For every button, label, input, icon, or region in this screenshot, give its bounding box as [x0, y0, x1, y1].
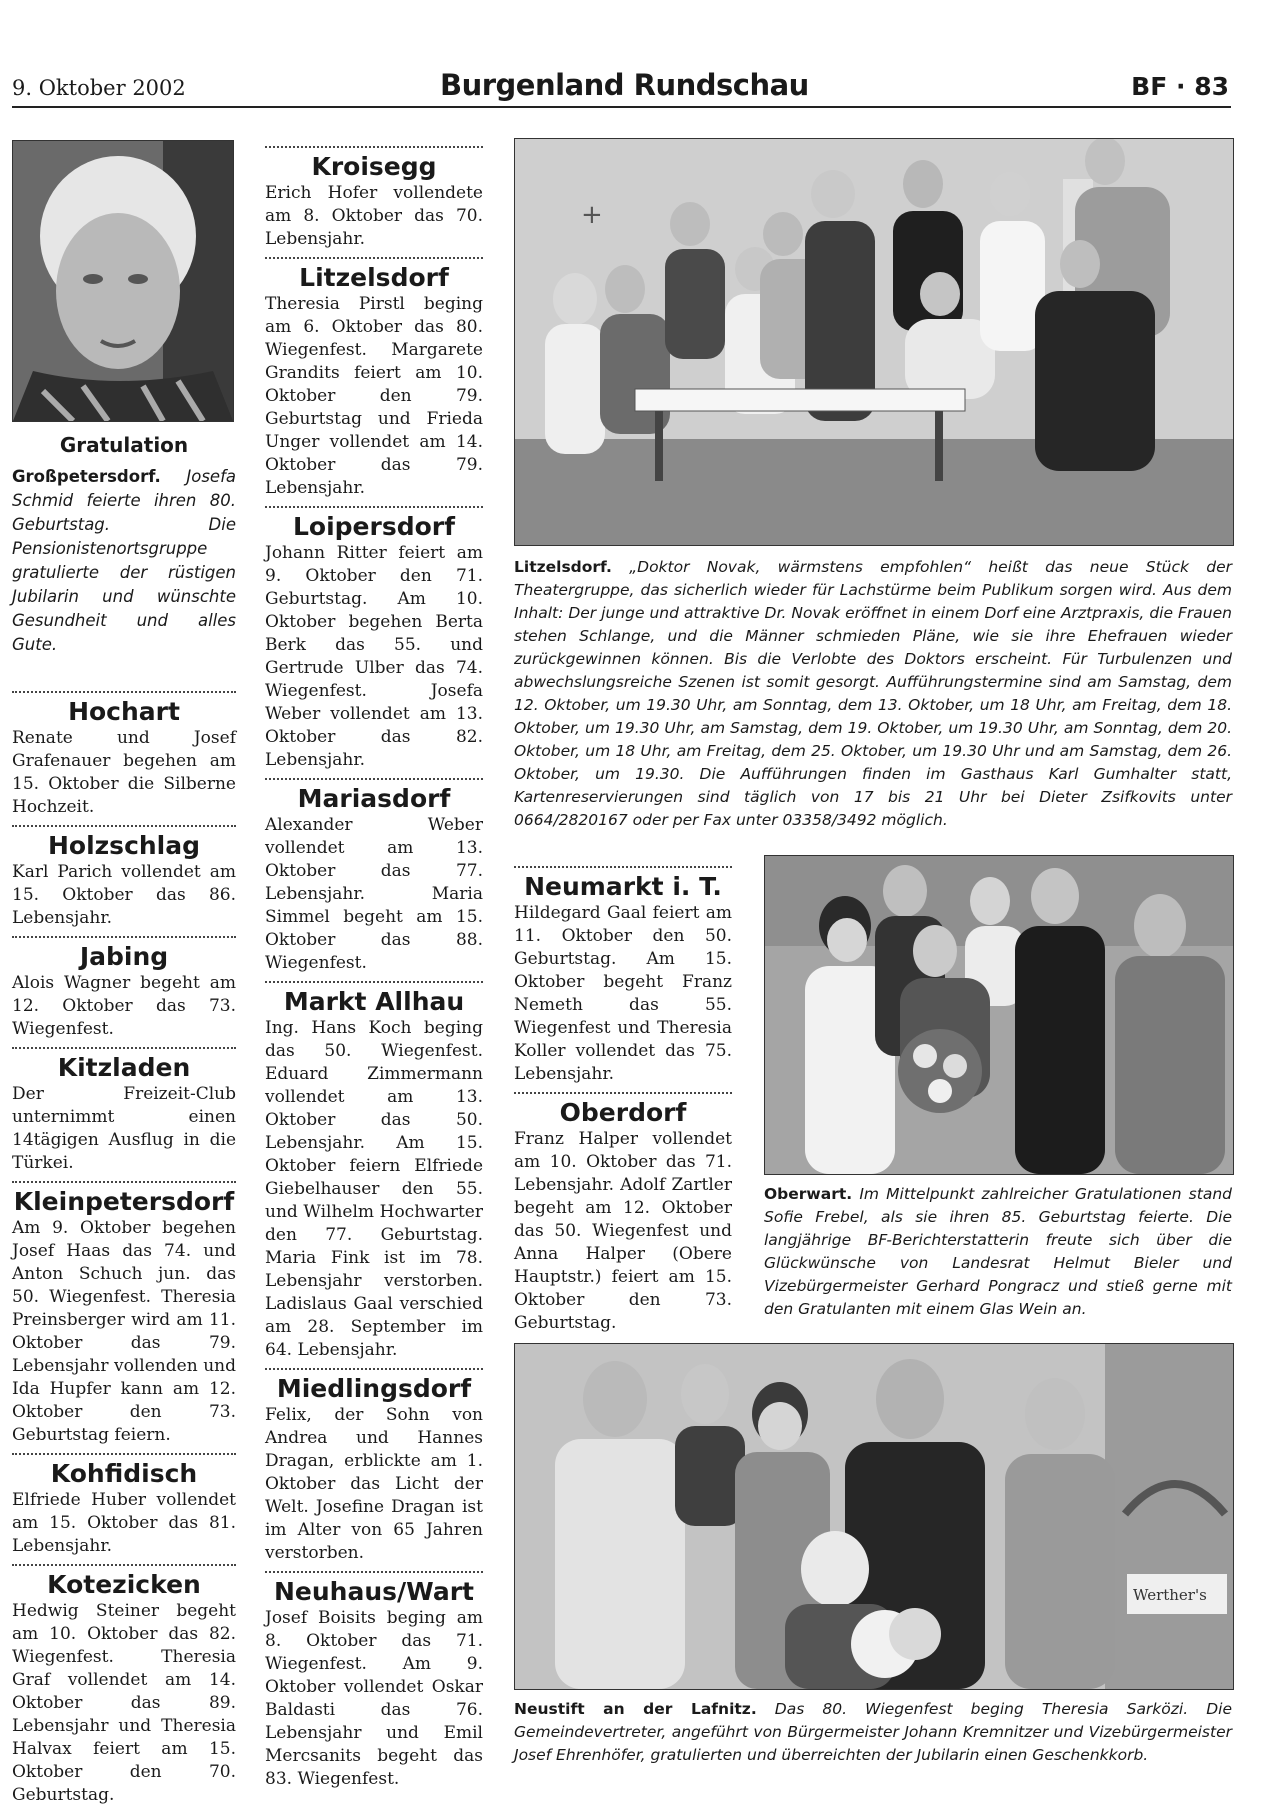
obituary-section [12, 936, 236, 1041]
obituary-section [265, 1368, 483, 1565]
litzelsdorf-caption-place: Litzelsdorf. [514, 558, 612, 576]
oberwart-caption-text: Im Mittelpunkt zahlreicher Gratulationen stand Sofie Frebel, als sie ihren 85. Geburtstag feierte. Die langjährige BF-Berichterstatterin freute sich über die Glückwünsche von Landesrat Helmut Bieler und Vizebürgermeister Gerhard Pongracz und stieß gerne mit den Gratulanten mit einem Glas Wein an. [764, 1185, 1232, 1318]
gratulation-caption [12, 465, 236, 657]
section-heading: Kitzladen [57, 1053, 191, 1082]
obituary-section [12, 825, 236, 930]
litzelsdorf-caption-text: „Doktor Novak, wärmstens empfohlen“ heißt das neue Stück der Theatergruppe, das sicherlich wieder für Lachstürme beim Publikum sorgen wird. Aus dem Inhalt: Der junge und attraktive Dr. Novak eröffnet in einem Dorf eine Arztpraxis, die Frauen stehen Schlange, und die Männer schmieden Pläne, wie sie ihre Ehefrauen wieder zurückgewinnen können. Bis die Verlobte des Doktors erscheint. Für Turbulenzen und abwechslungsreiche Szenen ist somit gesorgt. Aufführungstermine sind am Samstag, dem 12. Oktober, um 19.30 Uhr, am Sonntag, dem 13. Oktober, um 18 Uhr, am Freitag, dem 18. Oktober, um 19.30 Uhr, am Samstag, dem 19. Oktober, um 19.30 Uhr, am Sonntag, dem 20. Oktober, um 18 Uhr, am Freitag, dem 25. Oktober, um 19.30 Uhr und am Samstag, dem 26. Oktober, um 19.30. Die Aufführungen finden im Gasthaus Karl Gumhalter statt, Kartenreservierungen sind täglich von 17 bis 21 Uhr bei Dieter Zsifkovits unter 0664/2820167 oder per Fax unter 03358/3492 möglich. [514, 558, 1232, 829]
section-text: Elfriede Huber vollendet am 15. Oktober das 81. Lebensjahr. [12, 1490, 236, 1556]
section-heading: Kohfidisch [50, 1459, 198, 1488]
header-rule [12, 106, 1231, 108]
section-heading: Kleinpetersdorf [13, 1187, 235, 1216]
section-text: Erich Hofer vollendete am 8. Oktober das 70. Lebensjahr. [265, 183, 483, 249]
section-heading: Mariasdorf [297, 784, 451, 813]
section-heading: Loipersdorf [292, 512, 455, 541]
gratulation-place: Großpetersdorf. [12, 467, 161, 486]
column-2-sections [265, 146, 483, 1791]
dotted-divider [265, 146, 483, 148]
section-text: Renate und Josef Grafenauer begehen am 15. Oktober die Silberne Hochzeit. [12, 728, 236, 817]
theatre-group-photo [514, 138, 1234, 546]
section-text: Johann Ritter feiert am 9. Oktober den 71. Geburtstag. Am 10. Oktober begehen Berta Berk das 55. und Gertrude Ulber das 74. Wiegenfest. Josefa Weber vollendet am 13. Oktober das 82. Lebensjahr. [265, 543, 483, 770]
dotted-divider [265, 1368, 483, 1370]
neustift-caption-text: Das 80. Wiegenfest beging Theresia Sarközi. Die Gemeindevertreter, angeführt von Bürgermeister Johann Kremnitzer und Vizebürgermeister Josef Ehrenhöfer, gratulierten und überreichten der Jubilarin einen Geschenkkorb. [514, 1700, 1232, 1764]
section-text: Hildegard Gaal feiert am 11. Oktober den 50. Geburtstag. Am 15. Oktober begeht Franz Nemeth das 55. Wiegenfest und Theresia Koller vollendet das 75. Lebensjahr. [514, 903, 732, 1084]
obituary-section [514, 866, 732, 1086]
dotted-divider [265, 1571, 483, 1573]
obituary-section [12, 1181, 236, 1447]
column-2 [265, 140, 483, 1795]
neustift-birthday-photo [514, 1343, 1234, 1690]
dotted-divider [12, 1453, 236, 1455]
section-heading: Miedlingsdorf [276, 1374, 472, 1403]
newspaper-title: Burgenland Rundschau [440, 68, 809, 102]
obituary-section [265, 146, 483, 251]
neustift-caption-place: Neustift an der Lafnitz. [514, 1700, 757, 1718]
obituary-section [265, 981, 483, 1362]
dotted-divider [265, 506, 483, 508]
oberwart-photo-caption [764, 1183, 1232, 1321]
obituary-section [12, 1453, 236, 1558]
column-1-sections [12, 691, 236, 1807]
gratulation-text: Josefa Schmid feierte ihren 80. Geburtstag. Die Pensionistenortsgruppe gratulierte der rüstigen Jubilarin und wünschte Gesundheit und alles Gute. [12, 467, 236, 654]
section-text: Karl Parich vollendet am 15. Oktober das 86. Lebensjahr. [12, 862, 236, 928]
section-text: Ing. Hans Koch beging das 50. Wiegenfest. Eduard Zimmermann vollendet am 13. Oktober das 50. Lebensjahr. Am 15. Oktober feiern Elfriede Giebelhauser den 55. und Wilhelm Hochwarter den 77. Geburtstag. Maria Fink ist im 78. Lebensjahr verstorben. Ladislaus Gaal verschied am 28. September im 64. Lebensjahr. [265, 1018, 483, 1360]
issue-date: 9. Oktober 2002 [12, 76, 186, 100]
oberwart-caption-place: Oberwart. [764, 1185, 853, 1203]
dotted-divider [514, 866, 732, 868]
dotted-divider [12, 825, 236, 827]
dotted-divider [12, 1181, 236, 1183]
section-text: Alexander Weber vollendet am 13. Oktober das 77. Lebensjahr. Maria Simmel begeht am 15. Oktober das 88. Wiegenfest. [265, 815, 483, 973]
dotted-divider [12, 691, 236, 693]
section-text: Josef Boisits beging am 8. Oktober das 71. Wiegenfest. Am 9. Oktober vollendet Oskar Baldasti das 76. Lebensjahr und Emil Mercsanits begeht das 83. Wiegenfest. [265, 1608, 483, 1789]
dotted-divider [12, 1047, 236, 1049]
obituary-section [265, 506, 483, 772]
dotted-divider [265, 981, 483, 983]
obituary-section [265, 778, 483, 975]
section-text: Der Freizeit-Club unternimmt einen 14tägigen Ausflug in die Türkei. [12, 1084, 236, 1173]
dotted-divider [514, 1092, 732, 1094]
svg-text:+: + [581, 200, 603, 230]
section-text: Am 9. Oktober begehen Josef Haas das 74. und Anton Schuch jun. das 50. Wiegenfest. Theresia Preinsberger wird am 11. Oktober das 79. Lebensjahr vollenden und Ida Hupfer kann am 12. Oktober den 73. Geburtstag feiern. [12, 1218, 236, 1445]
section-heading: Markt Allhau [283, 987, 465, 1016]
section-text: Hedwig Steiner begeht am 10. Oktober das 82. Wiegenfest. Theresia Graf vollendet am 14. Oktober das 89. Lebensjahr und Theresia Halvax feiert am 15. Oktober den 70. Geburtstag. [12, 1601, 236, 1805]
obituary-section [265, 257, 483, 500]
section-heading: Litzelsdorf [299, 263, 449, 292]
section-text: Felix, der Sohn von Andrea und Hannes Dragan, erblickte am 1. Oktober das Licht der Welt. Josefine Dragan ist im Alter von 65 Jahren verstorben. [265, 1405, 483, 1563]
page-number: BF · 83 [1131, 72, 1229, 101]
neustift-photo-caption [514, 1698, 1232, 1767]
section-heading: Neuhaus/Wart [274, 1577, 474, 1606]
dotted-divider [12, 936, 236, 938]
section-text: Alois Wagner begeht am 12. Oktober das 73. Wiegenfest. [12, 973, 236, 1039]
section-heading: Kroisegg [311, 152, 437, 181]
basket-sign-text: Werther's [1133, 1586, 1207, 1604]
gratulation-title: Gratulation [59, 433, 189, 457]
column-1 [12, 428, 236, 1811]
obituary-section [265, 1571, 483, 1791]
section-heading: Holzschlag [47, 831, 201, 860]
dotted-divider [12, 1564, 236, 1566]
obituary-section [514, 1092, 732, 1335]
obituary-section [12, 1047, 236, 1175]
section-heading: Kotezicken [47, 1570, 201, 1599]
section-heading: Jabing [79, 942, 169, 971]
dotted-divider [265, 257, 483, 259]
section-text: Theresia Pirstl beging am 6. Oktober das 80. Wiegenfest. Margarete Grandits feiert am 10. Oktober den 79. Geburtstag und Frieda Unger vollendet am 14. Oktober das 79. Lebensjahr. [265, 294, 483, 498]
obituary-section [12, 691, 236, 819]
obituary-section [12, 1564, 236, 1807]
section-heading: Hochart [68, 697, 180, 726]
litzelsdorf-photo-caption [514, 556, 1232, 832]
section-text: Franz Halper vollendet am 10. Oktober das 71. Lebensjahr. Adolf Zartler begeht am 12. Oktober das 50. Wiegenfest und Anna Halper (Obere Hauptstr.) feiert am 15. Oktober den 73. Geburtstag. [514, 1129, 732, 1333]
oberwart-birthday-photo [764, 855, 1234, 1175]
column-3-sections [514, 866, 732, 1335]
column-3 [514, 860, 732, 1339]
dotted-divider [265, 778, 483, 780]
portrait-photo-josefa-schmid [12, 140, 234, 422]
section-heading: Neumarkt i. T. [524, 872, 722, 901]
section-heading: Oberdorf [559, 1098, 687, 1127]
